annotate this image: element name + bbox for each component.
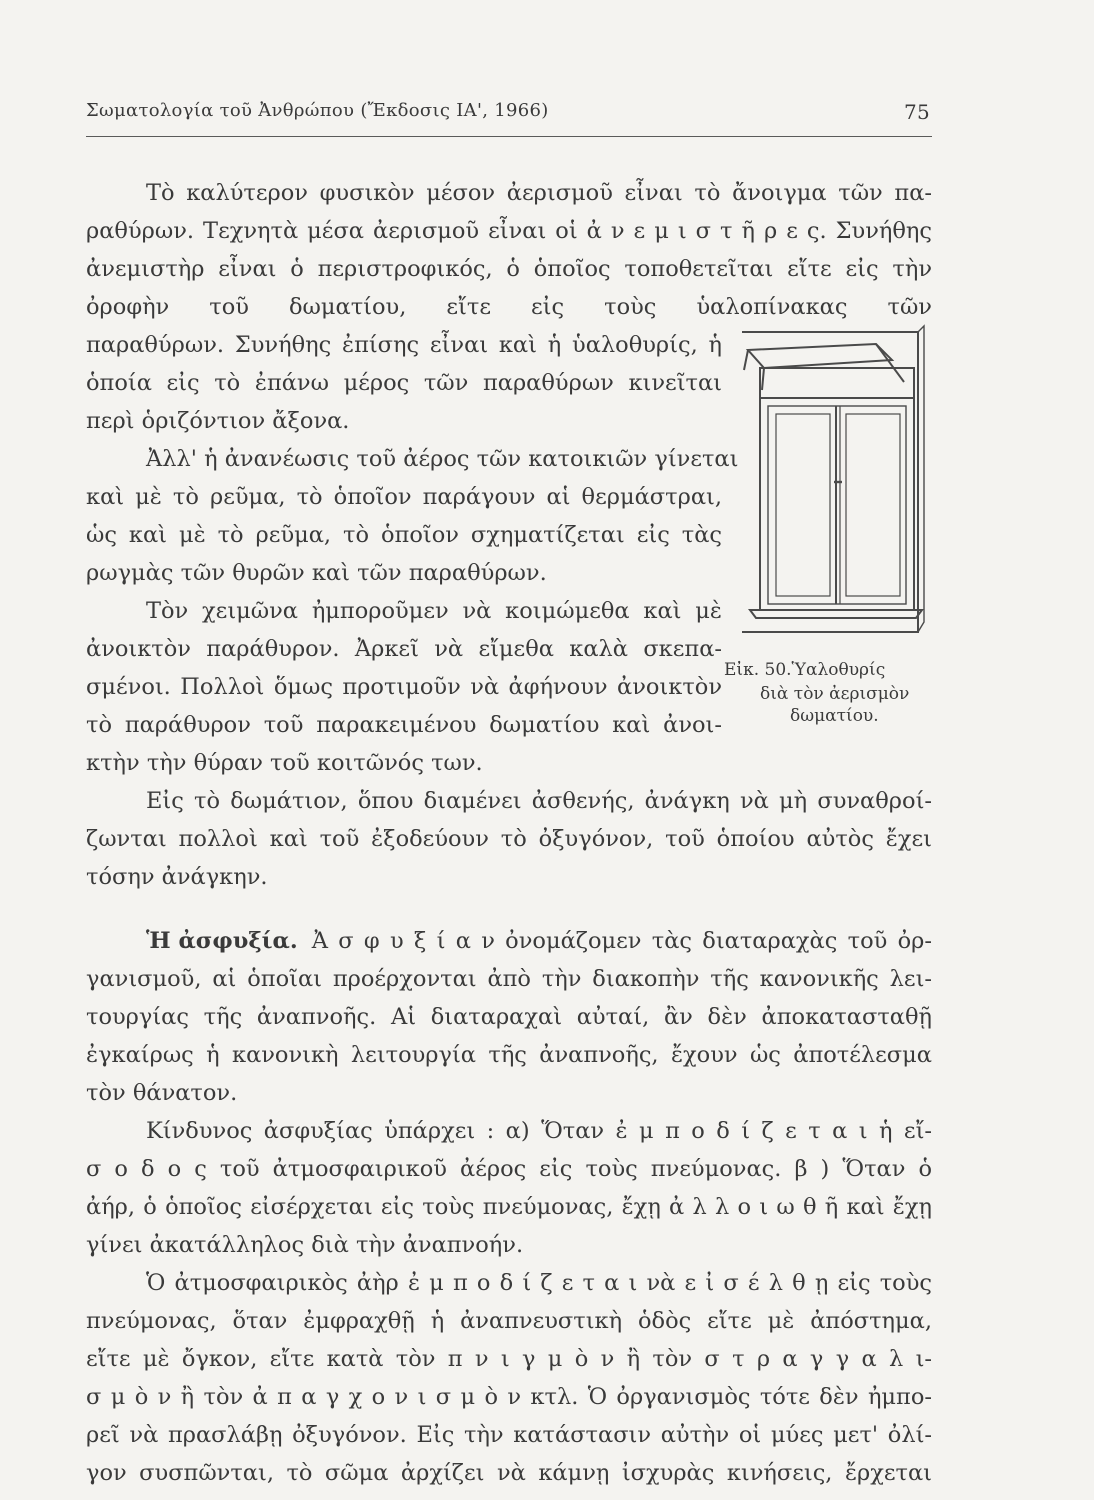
- text-line: ὡς καὶ μὲ τὸ ρεῦμα, τὸ ὁποῖον σχηματίζεται εἰς τὰς: [86, 522, 722, 548]
- running-head: [86, 100, 932, 124]
- text-line: Εἰς τὸ δωμάτιον, ὅπου διαμένει ἀσθενής, ἀνάγκη νὰ μὴ συναθροί-: [146, 788, 932, 814]
- page-number: 75: [903, 100, 930, 124]
- text-line: γίνει ἀκατάλληλος διὰ τὴν ἀναπνοήν.: [86, 1232, 524, 1258]
- text-line: Τὸ καλύτερον φυσικὸν μέσον ἀερισμοῦ εἶναι τὸ ἄνοιγμα τῶν πα-: [146, 180, 932, 206]
- text-line: ἐγκαίρως ἡ κανονικὴ λειτουργία τῆς ἀναπνοῆς, ἔχουν ὡς ἀποτέλεσμα: [86, 1042, 932, 1068]
- transom-window-illustration: [736, 312, 932, 672]
- header-rule: [86, 136, 932, 137]
- section-first-line: [146, 924, 932, 959]
- text-line: Τὸν χειμῶνα ἠμποροῦμεν νὰ κοιμώμεθα καὶ μὲ: [146, 598, 722, 624]
- text-line: Ἀ σ φ υ ξ ί α ν ὀνομάζομεν τὰς διαταραχὰς τοῦ ὀρ-: [311, 928, 932, 954]
- text-line: περὶ ὁριζόντιον ἄξονα.: [86, 408, 350, 434]
- text-line: τουργίας τῆς ἀναπνοῆς. Αἱ διαταραχαὶ αὐταί, ἂν δὲν ἀποκατασταθῇ: [86, 1004, 932, 1030]
- text-line: ρωγμὰς τῶν θυρῶν καὶ τῶν παραθύρων.: [86, 560, 547, 586]
- text-line: ραθύρων. Τεχνητὰ μέσα ἀερισμοῦ εἶναι οἱ ἀ ν ε μ ι σ τ ῆ ρ ε ς. Συνήθης: [86, 218, 932, 244]
- text-line: ὀροφὴν τοῦ δωματίου, εἴτε εἰς τοὺς ὑαλοπίνακας τῶν: [86, 294, 932, 320]
- figure-caption-line2: διὰ τὸν ἀερισμὸν: [760, 684, 910, 704]
- text-line: τόσην ἀνάγκην.: [86, 864, 268, 890]
- text-line: Κίνδυνος ἀσφυξίας ὑπάρχει : α) Ὅταν ἐ μ π ο δ ί ζ ε τ α ι ἡ εἴ-: [146, 1118, 932, 1144]
- text-line: ὁποία εἰς τὸ ἐπάνω μέρος τῶν παραθύρων κινεῖται: [86, 370, 722, 396]
- text-line: ἀνοικτὸν παράθυρον. Ἀρκεῖ νὰ εἴμεθα καλὰ σκεπα-: [86, 636, 722, 662]
- text-line: ἀνεμιστὴρ εἶναι ὁ περιστροφικός, ὁ ὁποῖος τοποθετεῖται εἴτε εἰς τὴν: [86, 256, 932, 282]
- figure-caption-line1: Εἰκ. 50.Ὑαλοθυρίς: [724, 660, 886, 680]
- text-line: γανισμοῦ, αἱ ὁποῖαι προέρχονται ἀπὸ τὴν διακοπὴν τῆς κανονικῆς λει-: [86, 966, 932, 992]
- text-line: σ μ ὸ ν ἢ τὸν ἀ π α γ χ ο ν ι σ μ ὸ ν κτλ. Ὁ ὀργανισμὸς τότε δὲν ἠμπο-: [86, 1384, 932, 1410]
- text-line: σ ο δ ο ς τοῦ ἀτμοσφαιρικοῦ ἀέρος εἰς τοὺς πνεύμονας. β ) Ὅταν ὁ: [86, 1156, 932, 1182]
- running-title: Σωματολογία τοῦ Ἀνθρώπου (Ἔκδοσις ΙΑ', 1966): [86, 100, 549, 121]
- text-line: σμένοι. Πολλοὶ ὅμως προτιμοῦν νὰ ἀφήνουν ἀνοικτὸν: [86, 674, 722, 700]
- text-line: ζωνται πολλοὶ καὶ τοῦ ἐξοδεύουν τὸ ὀξυγόνον, τοῦ ὁποίου αὐτὸς ἔχει: [86, 826, 932, 852]
- text-line: τὸν θάνατον.: [86, 1080, 238, 1106]
- text-line: παραθύρων. Συνήθης ἐπίσης εἶναι καὶ ἡ ὑαλοθυρίς, ἡ: [86, 332, 722, 358]
- section-heading: Ἡ ἀσφυξία.: [146, 928, 298, 954]
- figure-caption-line3: δωματίου.: [790, 706, 879, 726]
- text-line: ρεῖ νὰ πρασλάβῃ ὀξυγόνον. Εἰς τὴν κατάστασιν αὐτὴν οἱ μύες μετ' ὀλί-: [86, 1422, 932, 1448]
- text-line: Ὁ ἀτμοσφαιρικὸς ἀὴρ ἐ μ π ο δ ί ζ ε τ α ι νὰ ε ἰ σ έ λ θ ῃ εἰς τοὺς: [146, 1270, 932, 1296]
- text-line: καὶ μὲ τὸ ρεῦμα, τὸ ὁποῖον παράγουν αἱ θερμάστραι,: [86, 484, 722, 510]
- text-line: κτὴν τὴν θύραν τοῦ κοιτῶνός των.: [86, 750, 483, 776]
- text-line: γον συσπῶνται, τὸ σῶμα ἀρχίζει νὰ κάμνῃ ἰσχυρὰς κινήσεις, ἔρχεται: [86, 1460, 932, 1486]
- text-line: τὸ παράθυρον τοῦ παρακειμένου δωματίου καὶ ἀνοι-: [86, 712, 722, 738]
- text-line: πνεύμονας, ὅταν ἐμφραχθῇ ἡ ἀναπνευστικὴ ὁδὸς εἴτε μὲ ἀπόστημα,: [86, 1308, 932, 1334]
- text-line: εἴτε μὲ ὄγκον, εἴτε κατὰ τὸν π ν ι γ μ ὸ ν ἢ τὸν σ τ ρ α γ γ α λ ι-: [86, 1346, 932, 1372]
- text-line: Ἀλλ' ἡ ἀνανέωσις τοῦ ἀέρος τῶν κατοικιῶν γίνεται: [146, 446, 739, 472]
- text-line: ἀήρ, ὁ ὁποῖος εἰσέρχεται εἰς τοὺς πνεύμονας, ἔχῃ ἀ λ λ ο ι ω θ ῆ καὶ ἔχῃ: [86, 1194, 932, 1220]
